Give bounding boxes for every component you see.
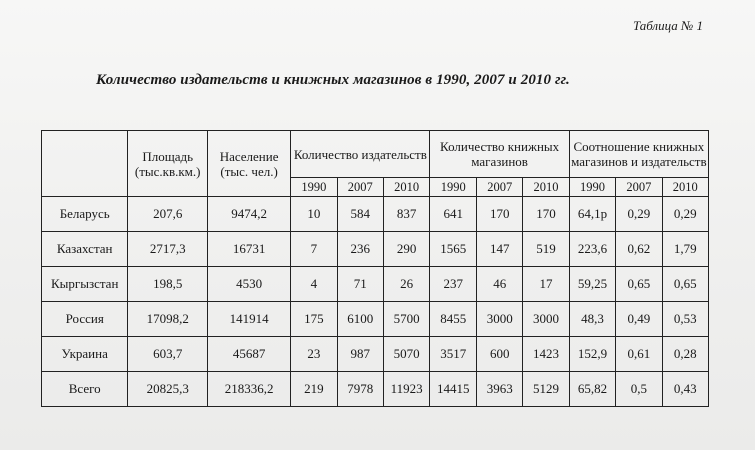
cell-publishers: 11923	[383, 372, 430, 407]
cell-bookstores: 14415	[430, 372, 477, 407]
header-year: 2007	[477, 178, 523, 197]
cell-bookstores: 46	[477, 267, 523, 302]
cell-country: Беларусь	[42, 197, 128, 232]
header-year: 1990	[569, 178, 615, 197]
table-row	[42, 267, 709, 302]
cell-bookstores: 1565	[430, 232, 477, 267]
cell-area: 2717,3	[128, 232, 208, 267]
cell-country: Всего	[42, 372, 128, 407]
cell-country: Кыргызстан	[42, 267, 128, 302]
cell-ratio: 1,79	[662, 232, 708, 267]
cell-publishers: 290	[383, 232, 430, 267]
cell-publishers: 7	[291, 232, 337, 267]
table-row	[42, 232, 709, 267]
cell-area: 17098,2	[128, 302, 208, 337]
cell-ratio: 0,5	[616, 372, 662, 407]
header-area: Площадь (тыс.кв.км.)	[128, 131, 208, 197]
cell-publishers: 23	[291, 337, 337, 372]
cell-ratio: 223,6	[569, 232, 615, 267]
header-country	[42, 131, 128, 197]
header-year: 2010	[383, 178, 430, 197]
header-year: 1990	[430, 178, 477, 197]
cell-ratio: 0,61	[616, 337, 662, 372]
cell-publishers: 7978	[337, 372, 383, 407]
cell-bookstores: 170	[477, 197, 523, 232]
cell-population: 4530	[207, 267, 290, 302]
cell-publishers: 10	[291, 197, 337, 232]
cell-population: 45687	[207, 337, 290, 372]
cell-ratio: 0,65	[662, 267, 708, 302]
header-year: 2007	[616, 178, 662, 197]
table-row	[42, 337, 709, 372]
header-year: 2010	[662, 178, 708, 197]
cell-publishers: 236	[337, 232, 383, 267]
cell-bookstores: 17	[523, 267, 569, 302]
table-number: Таблица № 1	[632, 18, 703, 33]
cell-area: 198,5	[128, 267, 208, 302]
cell-bookstores: 3963	[477, 372, 523, 407]
cell-bookstores: 1423	[523, 337, 569, 372]
cell-bookstores: 147	[477, 232, 523, 267]
cell-ratio: 0,62	[616, 232, 662, 267]
cell-country: Украина	[42, 337, 128, 372]
statistics-table	[41, 130, 709, 407]
cell-bookstores: 3000	[523, 302, 569, 337]
table-row	[42, 302, 709, 337]
cell-publishers: 5700	[383, 302, 430, 337]
cell-publishers: 175	[291, 302, 337, 337]
cell-ratio: 0,65	[616, 267, 662, 302]
cell-ratio: 0,28	[662, 337, 708, 372]
cell-ratio: 59,25	[569, 267, 615, 302]
cell-publishers: 6100	[337, 302, 383, 337]
cell-ratio: 0,43	[662, 372, 708, 407]
cell-ratio: 152,9	[569, 337, 615, 372]
cell-publishers: 71	[337, 267, 383, 302]
header-year: 1990	[291, 178, 337, 197]
header-publishers: Количество издательств	[291, 131, 430, 178]
cell-population: 141914	[207, 302, 290, 337]
cell-population: 9474,2	[207, 197, 290, 232]
cell-publishers: 584	[337, 197, 383, 232]
cell-bookstores: 5129	[523, 372, 569, 407]
header-population: Население (тыс. чел.)	[207, 131, 290, 197]
cell-bookstores: 641	[430, 197, 477, 232]
cell-bookstores: 600	[477, 337, 523, 372]
cell-ratio: 64,1р	[569, 197, 615, 232]
header-ratio: Соотношение книжных магазинов и издательств	[569, 131, 708, 178]
table-caption: Количество издательств и книжных магазинов в 1990, 2007 и 2010 гг.	[96, 72, 570, 88]
cell-bookstores: 170	[523, 197, 569, 232]
cell-ratio: 0,29	[662, 197, 708, 232]
cell-bookstores: 8455	[430, 302, 477, 337]
cell-publishers: 26	[383, 267, 430, 302]
cell-ratio: 48,3	[569, 302, 615, 337]
cell-country: Казахстан	[42, 232, 128, 267]
cell-area: 603,7	[128, 337, 208, 372]
cell-ratio: 0,49	[616, 302, 662, 337]
cell-publishers: 219	[291, 372, 337, 407]
cell-area: 207,6	[128, 197, 208, 232]
cell-publishers: 837	[383, 197, 430, 232]
header-year: 2010	[523, 178, 569, 197]
table-row	[42, 197, 709, 232]
cell-country: Россия	[42, 302, 128, 337]
cell-bookstores: 3000	[477, 302, 523, 337]
table-row-total	[42, 372, 709, 407]
cell-publishers: 987	[337, 337, 383, 372]
cell-publishers: 4	[291, 267, 337, 302]
cell-bookstores: 237	[430, 267, 477, 302]
cell-area: 20825,3	[128, 372, 208, 407]
cell-ratio: 0,53	[662, 302, 708, 337]
cell-population: 218336,2	[207, 372, 290, 407]
header-year: 2007	[337, 178, 383, 197]
cell-ratio: 0,29	[616, 197, 662, 232]
cell-publishers: 5070	[383, 337, 430, 372]
cell-population: 16731	[207, 232, 290, 267]
cell-bookstores: 3517	[430, 337, 477, 372]
cell-ratio: 65,82	[569, 372, 615, 407]
header-bookstores: Количество книжных магазинов	[430, 131, 569, 178]
cell-bookstores: 519	[523, 232, 569, 267]
